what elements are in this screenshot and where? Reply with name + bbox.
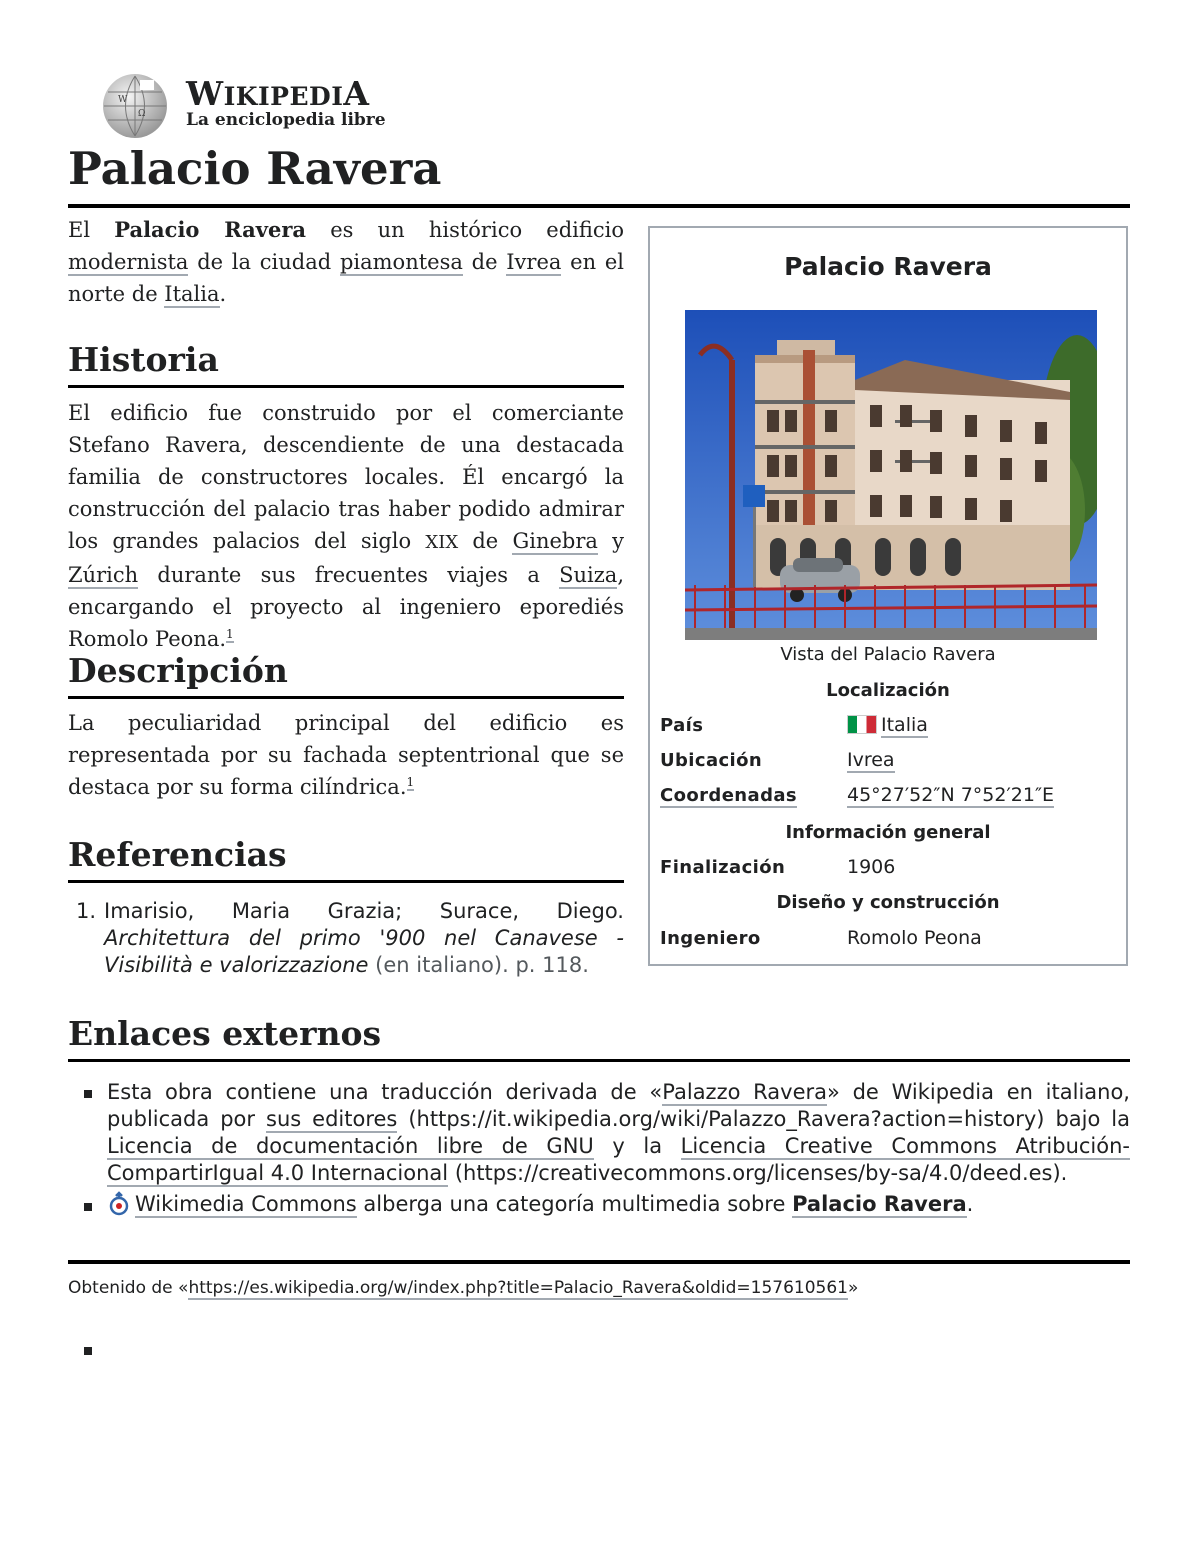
link-italia[interactable]: Italia (164, 282, 220, 306)
infobox-value-ubicacion (847, 749, 895, 771)
reference-work-title: Architettura del primo '900 nel Canavese - Visibilità e valorizzazione (104, 926, 624, 977)
link-pais-italia[interactable]: Italia (881, 714, 928, 736)
link-piamontesa[interactable]: piamontesa (339, 250, 463, 274)
footer-divider (68, 1260, 1130, 1264)
list-bullet (84, 1090, 92, 1098)
heading-descripcion: Descripción (68, 651, 288, 690)
heading-enlaces-externos: Enlaces externos (68, 1014, 382, 1053)
wikipedia-wordmark[interactable]: WIKIPEDIA (186, 74, 370, 113)
link-coordenadas-label[interactable]: Coordenadas (660, 785, 798, 806)
historia-divider (68, 385, 624, 388)
link-suiza[interactable]: Suiza (559, 563, 618, 587)
link-licencia-cc[interactable]: Licencia Creative Commons Atribución-CompartirIgual 4.0 Internacional (107, 1134, 1130, 1185)
wikimedia-commons-icon[interactable] (107, 1191, 131, 1217)
wikipedia-tagline: La enciclopedia libre (186, 110, 386, 130)
italy-flag-icon (847, 715, 877, 734)
link-sus-editores[interactable]: sus editores (266, 1107, 398, 1131)
link-ubicacion-ivrea[interactable]: Ivrea (847, 749, 895, 771)
link-wikimedia-commons[interactable]: Wikimedia Commons (135, 1192, 357, 1216)
infobox-title: Palacio Ravera (784, 252, 992, 281)
link-modernista[interactable]: modernista (68, 250, 189, 274)
enlaces-divider (68, 1059, 1130, 1062)
list-bullet (84, 1347, 92, 1355)
reference-marker[interactable]: 1 (226, 627, 234, 641)
infobox-section-diseno: Diseño y construcción (776, 892, 1000, 913)
reference-marker[interactable]: 1 (406, 775, 415, 789)
reference-list (76, 898, 624, 979)
link-palazzo-ravera[interactable]: Palazzo Ravera (662, 1080, 828, 1104)
building-photo[interactable] (685, 310, 1097, 640)
infobox-value-coordenadas (847, 784, 1054, 806)
infobox-label-coordenadas (660, 785, 797, 806)
infobox (648, 226, 1128, 966)
link-permanent[interactable]: https://es.wikipedia.org/w/index.php?title=Palacio_Ravera&oldid=157610561 (188, 1278, 848, 1298)
infobox-caption: Vista del Palacio Ravera (780, 644, 996, 665)
link-commons-palacio-ravera[interactable]: Palacio Ravera (792, 1192, 967, 1216)
descripcion-paragraph: La peculiaridad principal del edificio es representada por su fachada septentrional que se destaca por su forma cilíndrica.$^1$ (68, 711, 624, 799)
infobox-value-finalizacion: 1906 (847, 856, 896, 878)
list-item: Wikimedia Commons alberga una categoría multimedia sobre Palacio Ravera. (107, 1191, 1130, 1218)
descripcion-divider (68, 696, 624, 699)
link-licencia-gnu[interactable]: Licencia de documentación libre de GNU (107, 1134, 594, 1158)
infobox-label-finalizacion: Finalización (660, 857, 786, 878)
historia-paragraph: El edificio fue construido por el comerciante Stefano Ravera, descendiente de una destacada familia de constructores locales. Él encargó la construcción del palacio tras haber podido admirar los grandes palacios del siglo XIX de Ginebra y Zúrich durante sus frecuentes viajes a Suiza, encargando el proyecto al ingeniero eporediés Romolo Peona.$^1$ (68, 401, 624, 651)
link-ivrea[interactable]: Ivrea (506, 250, 562, 274)
footer-obtenido: Obtenido de «https://es.wikipedia.org/w/index.php?title=Palacio_Ravera&oldid=157610561» (68, 1278, 859, 1298)
infobox-section-localizacion: Localización (826, 680, 950, 701)
link-ginebra[interactable]: Ginebra (512, 529, 598, 553)
wikipedia-globe-icon[interactable] (98, 72, 172, 140)
intro-bold-title: Palacio Ravera (114, 217, 307, 242)
infobox-label-ingeniero: Ingeniero (660, 928, 761, 949)
infobox-label-pais: País (660, 715, 704, 736)
intro-paragraph: El Palacio Ravera es un histórico edificio modernista de la ciudad piamontesa de Ivrea en el norte de Italia. (68, 217, 624, 306)
infobox-value-pais (847, 714, 928, 736)
heading-historia: Historia (68, 340, 219, 379)
link-coordenadas[interactable]: 45°27′52″N 7°52′21″E (847, 784, 1055, 806)
referencias-divider (68, 880, 624, 883)
list-bullet (84, 1203, 92, 1211)
svg-text:Ω: Ω (138, 109, 146, 119)
infobox-label-ubicacion: Ubicación (660, 750, 763, 771)
title-divider (68, 204, 1130, 208)
reference-item: 1. Imarisio, Maria Grazia; Surace, Diego. Architettura del primo '900 nel Canavese - Visibilità e valorizzazione (en italiano). p. 118. (76, 899, 624, 977)
page-title: Palacio Ravera (68, 142, 442, 195)
heading-referencias: Referencias (68, 835, 287, 874)
link-zurich[interactable]: Zúrich (68, 563, 139, 587)
svg-text:W: W (118, 95, 128, 105)
infobox-section-informacion: Información general (785, 822, 991, 843)
list-item: Esta obra contiene una traducción derivada de «Palazzo Ravera» de Wikipedia en italiano, publicada por sus editores (https://it.wikipedia.org/wiki/Palazzo_Ravera?action=history) bajo la Licencia de documentación libre de GNU y la Licencia Creative Commons Atribución-CompartirIgual 4.0 Internacional (https://creativecommons.org/licenses/by-sa/4.0/deed.es). (107, 1080, 1130, 1185)
infobox-value-ingeniero: Romolo Peona (847, 927, 982, 949)
